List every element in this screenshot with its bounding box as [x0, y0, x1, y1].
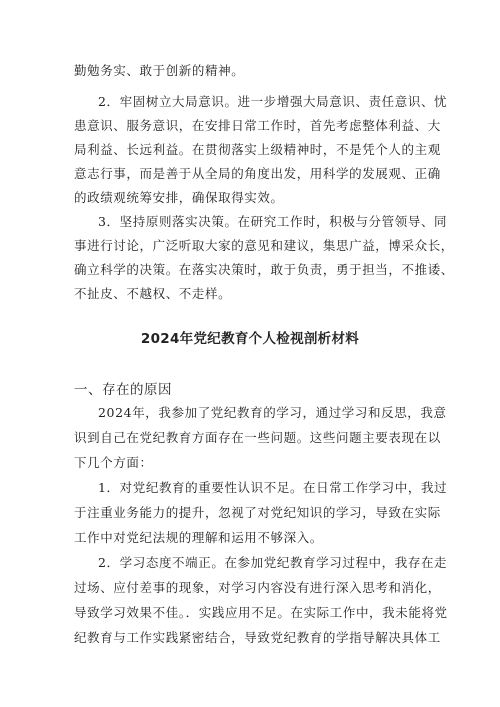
paragraph-line: 3．坚持原则落实决策。在研究工作时，积极与分管领导、同	[98, 214, 448, 229]
section-heading: 一、存在的原因	[74, 382, 172, 398]
paragraph-line: 识到自己在党纪教育方面存在一些问题。这些问题主要表现在以	[74, 430, 441, 445]
paragraph-line: 1．对党纪教育的重要性认识不足。在日常工作学习中，我过	[98, 480, 448, 495]
document-title: 2024年党纪教育个人检视剖析材料	[140, 331, 360, 347]
paragraph-line: 勤勉务实、敢于创新的精神。	[74, 63, 245, 78]
paragraph-line: 患意识、服务意识，在安排日常工作时，首先考虑整体利益、大	[74, 118, 441, 133]
paragraph-line: 2024年，我参加了党纪教育的学习，通过学习和反思，我意	[98, 405, 447, 420]
paragraph-line: 确立科学的决策。在落实决策时，敢于负责，勇于担当，不推诿、	[74, 262, 454, 277]
paragraph-line: 下几个方面：	[74, 455, 153, 470]
paragraph-line: 事进行讨论，广泛听取大家的意见和建议，集思广益，博采众长，	[74, 238, 454, 253]
paragraph-line: 局利益、长远利益。在贯彻落实上级精神时，不是凭个人的主观	[74, 142, 441, 157]
paragraph-line: 工作中对党纪法规的理解和运用不够深入。	[74, 530, 323, 545]
paragraph-line: 导致学习效果不佳。．实践应用不足。在实际工作中，我未能将党	[74, 605, 448, 620]
paragraph-line: 纪教育与工作实践紧密结合，导致党纪教育的学指导解决具体工	[74, 630, 441, 645]
paragraph-line: 过场、应付差事的现象，对学习内容没有进行深入思考和消化，	[74, 580, 441, 595]
paragraph-line: 的政绩观统筹安排，确保取得实效。	[74, 190, 284, 205]
paragraph-line: 意志行事，而是善于从全局的角度出发，用科学的发展观、正确	[74, 166, 441, 181]
paragraph-line: 于注重业务能力的提升，忽视了对党纪知识的学习，导致在实际	[74, 505, 441, 520]
paragraph-line: 不扯皮、不越权、不走样。	[74, 286, 232, 301]
paragraph-line: 2．学习态度不端正。在参加党纪教育学习过程中，我存在走	[98, 555, 448, 570]
paragraph-line: 2．牢固树立大局意识。进一步增强大局意识、责任意识、忧	[98, 94, 448, 109]
